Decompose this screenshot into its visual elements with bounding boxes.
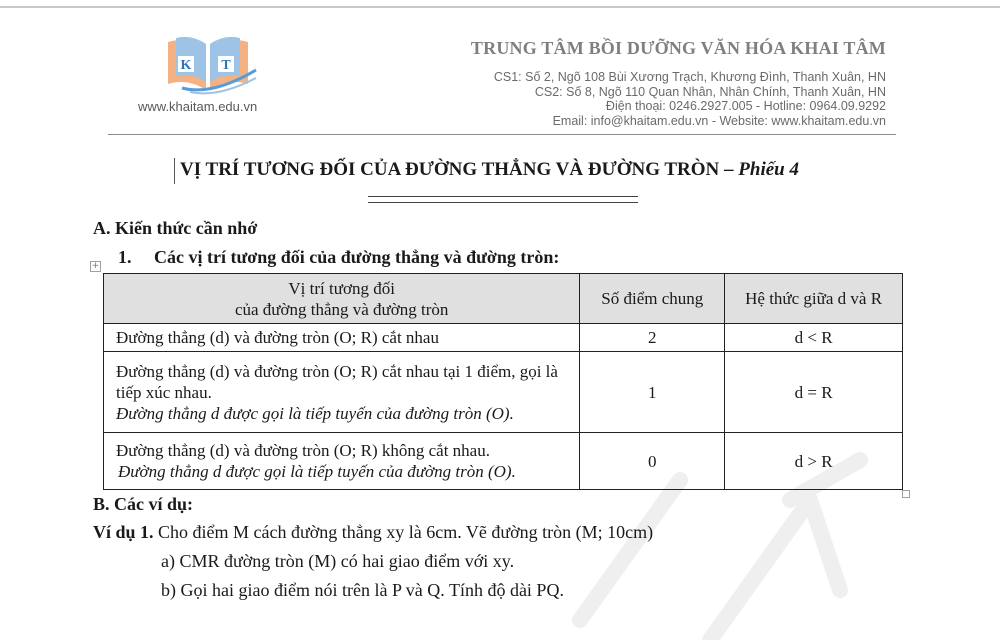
row-relation: d = R xyxy=(725,352,903,433)
section-a-heading: A. Kiến thức cần nhớ xyxy=(93,218,258,238)
contact-address-1: CS1: Số 2, Ngõ 108 Bùi Xương Trạch, Khương Đình, Thanh Xuân, HN xyxy=(493,70,886,84)
section-b-heading: B. Các ví dụ: xyxy=(93,494,194,514)
contact-info xyxy=(494,70,886,128)
contact-email-website: Email: info@khaitam.edu.vn - Website: www.khaitam.edu.vn xyxy=(552,113,886,128)
example-item-b: b) Gọi hai giao điểm nói trên là P và Q. Tính độ dài PQ. xyxy=(161,580,564,600)
row-description: Đường thẳng (d) và đường tròn (O; R) cắt nhau xyxy=(104,324,580,352)
logo-letter-k: K xyxy=(180,58,192,73)
header-divider xyxy=(108,134,896,135)
row-description: Đường thẳng (d) và đường tròn (O; R) cắt nhau tại 1 điểm, gọi là tiếp xúc nhau. Đường thẳng d được gọi là tiếp tuyến của đường tròn (O). xyxy=(104,352,580,433)
organization-name: TRUNG TÂM BỒI DƯỠNG VĂN HÓA KHAI TÂM xyxy=(470,38,886,58)
subsection-1-heading xyxy=(118,247,559,268)
header-position: Vị trí tương đối của đường thẳng và đường tròn xyxy=(104,274,580,324)
khaitam-logo xyxy=(162,34,258,96)
table-row xyxy=(104,433,903,490)
logo-letter-t: T xyxy=(221,58,231,73)
row-common-points: 2 xyxy=(580,324,725,352)
table-row xyxy=(104,352,903,433)
row-note: Đường thẳng d được gọi là tiếp tuyến của đường tròn (O). xyxy=(118,462,516,481)
relative-positions-table xyxy=(103,273,903,490)
contact-address-2: CS2: Số 8, Ngõ 110 Quan Nhân, Nhân Chính, Thanh Xuân, HN xyxy=(534,84,886,99)
title-main: VỊ TRÍ TƯƠNG ĐỐI CỦA ĐƯỜNG THẲNG VÀ ĐƯỜNG TRÒN – xyxy=(180,159,739,180)
row-common-points: 0 xyxy=(580,433,725,490)
example-label: Ví dụ 1. xyxy=(93,522,154,542)
row-common-points: 1 xyxy=(580,352,725,433)
title-sheet-number: Phiếu 4 xyxy=(738,159,799,180)
table-move-handle-icon[interactable]: + xyxy=(91,261,100,271)
table-header-row xyxy=(104,274,903,324)
row-relation: d < R xyxy=(725,324,903,352)
row-relation: d > R xyxy=(725,433,903,490)
row-description: Đường thẳng (d) và đường tròn (O; R) không cắt nhau. Đường thẳng d được gọi là tiếp tuyến của đường tròn (O). xyxy=(104,433,580,490)
ruler-edge xyxy=(0,6,1000,8)
header-common-points: Số điểm chung xyxy=(580,274,725,324)
example-1 xyxy=(93,522,653,543)
text-cursor xyxy=(174,158,175,184)
document-title[interactable] xyxy=(180,159,799,181)
subsection-number: 1. xyxy=(118,247,132,267)
table-resize-handle[interactable] xyxy=(902,490,910,498)
header-relation: Hệ thức giữa d và R xyxy=(725,274,903,324)
contact-phone: Điện thoại: 0246.2927.005 - Hotline: 0964.09.9292 xyxy=(605,99,886,113)
table-row xyxy=(104,324,903,352)
subsection-title: Các vị trí tương đối của đường thẳng và đường tròn: xyxy=(154,247,560,267)
logo-url: www.khaitam.edu.vn xyxy=(138,99,258,114)
example-text: Cho điểm M cách đường thẳng xy là 6cm. Vẽ đường tròn (M; 10cm) xyxy=(153,522,654,542)
example-item-a: a) CMR đường tròn (M) có hai giao điểm với xy. xyxy=(161,551,515,571)
title-divider xyxy=(368,196,638,203)
row-note: Đường thẳng d được gọi là tiếp tuyến của đường tròn (O). xyxy=(116,403,514,423)
